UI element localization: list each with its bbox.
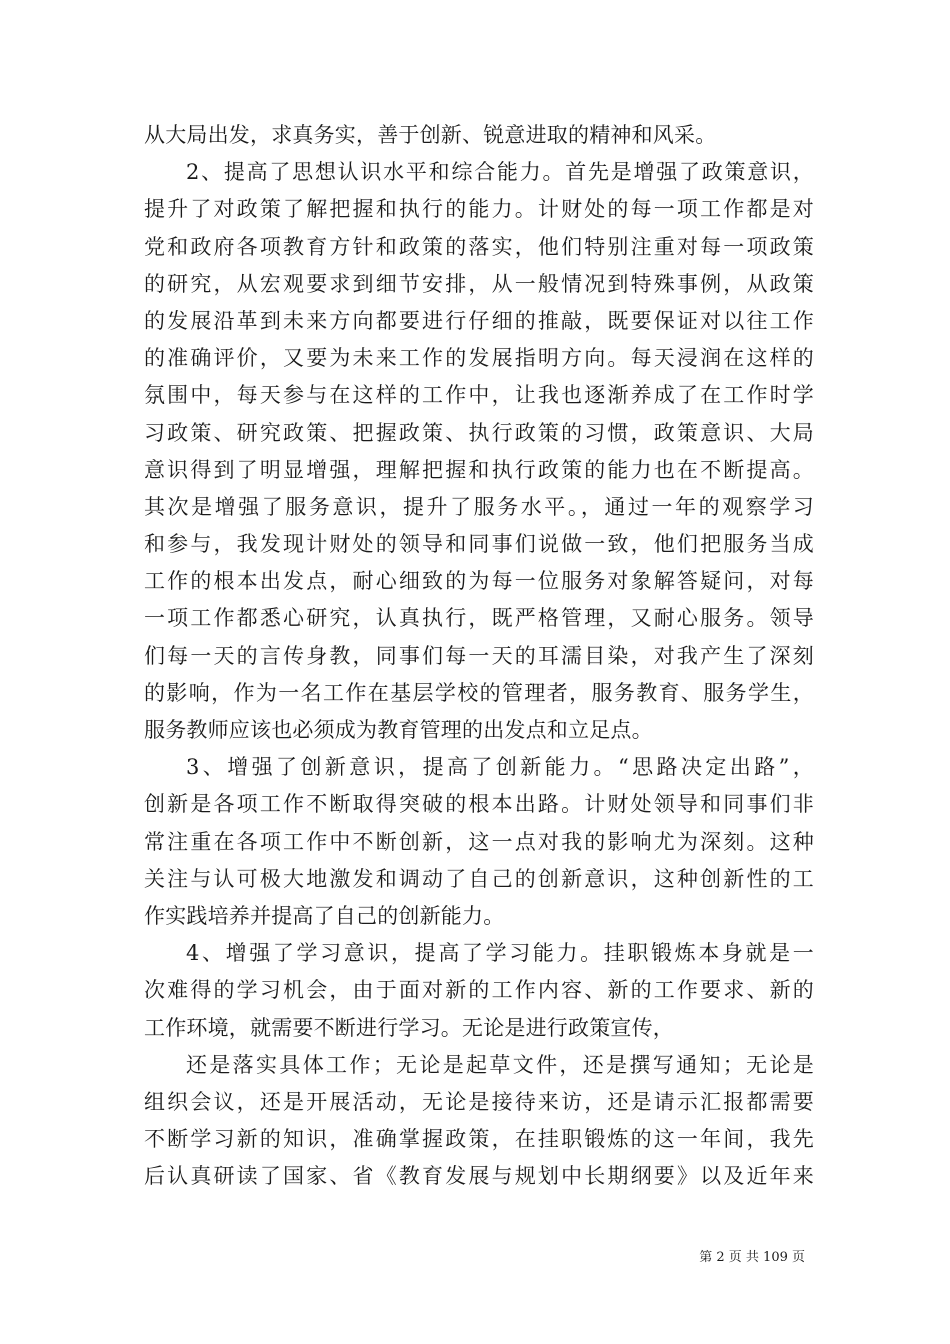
- text-line: 提升了对政策了解把握和执行的能力。计财处的每一项工作都是对: [144, 197, 814, 222]
- document-body: [144, 117, 814, 1195]
- text-line: 的研究，从宏观要求到细节安排，从一般情况到特殊事例，从政策: [144, 271, 814, 296]
- text-line: 创新是各项工作不断取得突破的根本出路。计财处领导和同事们非: [144, 792, 814, 817]
- text-line: 后认真研读了国家、省《教育发展与规划中长期纲要》以及近年来: [144, 1164, 814, 1189]
- text-line: 工作环境，就需要不断进行学习。无论是进行政策宣传，: [144, 1015, 674, 1040]
- page-number-footer: 第 2 页 共 109 页: [699, 1250, 805, 1265]
- text-line: 意识得到了明显增强，理解把握和执行政策的能力也在不断提高。: [144, 457, 814, 482]
- text-line: 其次是增强了服务意识，提升了服务水平。，通过一年的观察学习: [144, 494, 814, 519]
- text-line: 习政策、研究政策、把握政策、执行政策的习惯，政策意识、大局: [144, 420, 814, 445]
- text-line: 的影响，作为一名工作在基层学校的管理者，服务教育、服务学生，: [144, 680, 814, 705]
- text-line: 2、提高了思想认识水平和综合能力。首先是增强了政策意识，: [186, 160, 814, 185]
- text-line: 不断学习新的知识，准确掌握政策，在挂职锻炼的这一年间，我先: [144, 1127, 814, 1152]
- text-line: 还是落实具体工作；无论是起草文件，还是撰写通知；无论是: [186, 1052, 814, 1077]
- text-line: 组织会议，还是开展活动，无论是接待来访，还是请示汇报都需要: [144, 1089, 814, 1114]
- text-line: 们每一天的言传身教，同事们每一天的耳濡目染，对我产生了深刻: [144, 643, 814, 668]
- text-line: 氛围中，每天参与在这样的工作中，让我也逐渐养成了在工作时学: [144, 383, 814, 408]
- text-line: 常注重在各项工作中不断创新，这一点对我的影响尤为深刻。这种: [144, 829, 814, 854]
- text-line: 党和政府各项教育方针和政策的落实，他们特别注重对每一项政策: [144, 234, 814, 259]
- text-line: 的发展沿革到未来方向都要进行仔细的推敲，既要保证对以往工作: [144, 308, 814, 333]
- text-line: 服务教师应该也必须成为教育管理的出发点和立足点。: [144, 718, 653, 742]
- text-line: 作实践培养并提高了自己的创新能力。: [144, 903, 505, 928]
- text-line: 关注与认可极大地激发和调动了自己的创新意识，这种创新性的工: [144, 866, 814, 891]
- text-line: 次难得的学习机会，由于面对新的工作内容、新的工作要求、新的: [144, 978, 814, 1003]
- text-line: 工作的根本出发点，耐心细致的为每一位服务对象解答疑问，对每: [144, 569, 814, 594]
- text-line: 一项工作都悉心研究，认真执行，既严格管理，又耐心服务。领导: [144, 606, 814, 631]
- text-line: 3、增强了创新意识，提高了创新能力。“思路决定出路”，: [186, 755, 814, 780]
- text-line: 4、增强了学习意识，提高了学习能力。挂职锻炼本身就是一: [186, 941, 814, 966]
- text-line: 的准确评价，又要为未来工作的发展指明方向。每天浸润在这样的: [144, 346, 814, 371]
- text-line: 和参与，我发现计财处的领导和同事们说做一致，他们把服务当成: [144, 532, 814, 557]
- text-line: 从大局出发，求真务实，善于创新、锐意进取的精神和风采。: [144, 123, 717, 147]
